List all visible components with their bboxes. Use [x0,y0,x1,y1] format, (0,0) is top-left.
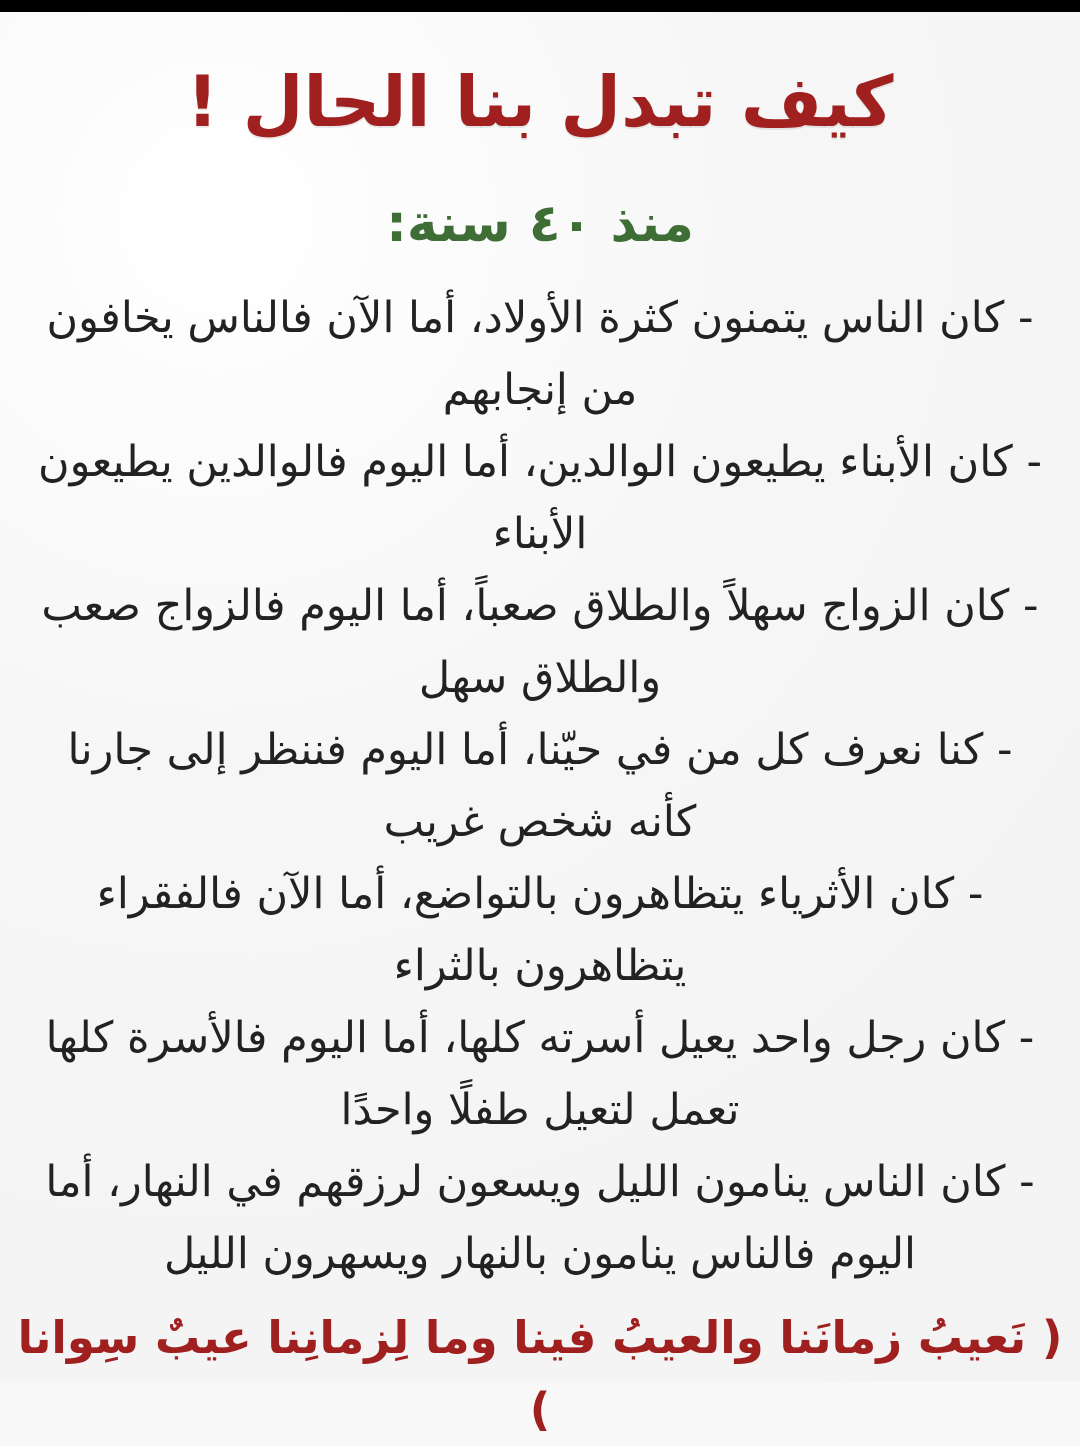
poster-title: كيف تبدل بنا الحال ! [186,61,894,143]
list-item: - كنا نعرف كل من في حيّنا، أما اليوم فننظر إلى جارنا كأنه شخص غريب [67,725,1013,847]
poster [0,12,1080,1436]
list-item: - كان الأبناء يطيعون الوالدين، أما اليوم فالوالدين يطيعون الأبناء [38,437,1042,559]
poster-footer-quote: ( نَعيبُ زمانَنا والعيبُ فينا وما لِزمانِنا عيبٌ سِوانا ) [17,1311,1063,1436]
list-item: - كان الناس يتمنون كثرة الأولاد، أما الآن فالناس يخافون من إنجابهم [46,293,1034,415]
comparison-list [30,282,1050,1290]
list-item: - كان الزواج سهلاً والطلاق صعباً، أما اليوم فالزواج صعب والطلاق سهل [41,581,1039,703]
list-item: - كان الأثرياء يتظاهرون بالتواضع، أما الآن فالفقراء يتظاهرون بالثراء [96,869,984,991]
top-bar [0,0,1080,12]
poster-subtitle: منذ ٤٠ سنة: [386,194,694,254]
list-item: - كان الناس ينامون الليل ويسعون لرزقهم في النهار، أما اليوم فالناس ينامون بالنهار ويسهرون الليل [45,1157,1035,1279]
list-item: - كان رجل واحد يعيل أسرته كلها، أما اليوم فالأسرة كلها تعمل لتعيل طفلًا واحدًا [45,1013,1035,1135]
